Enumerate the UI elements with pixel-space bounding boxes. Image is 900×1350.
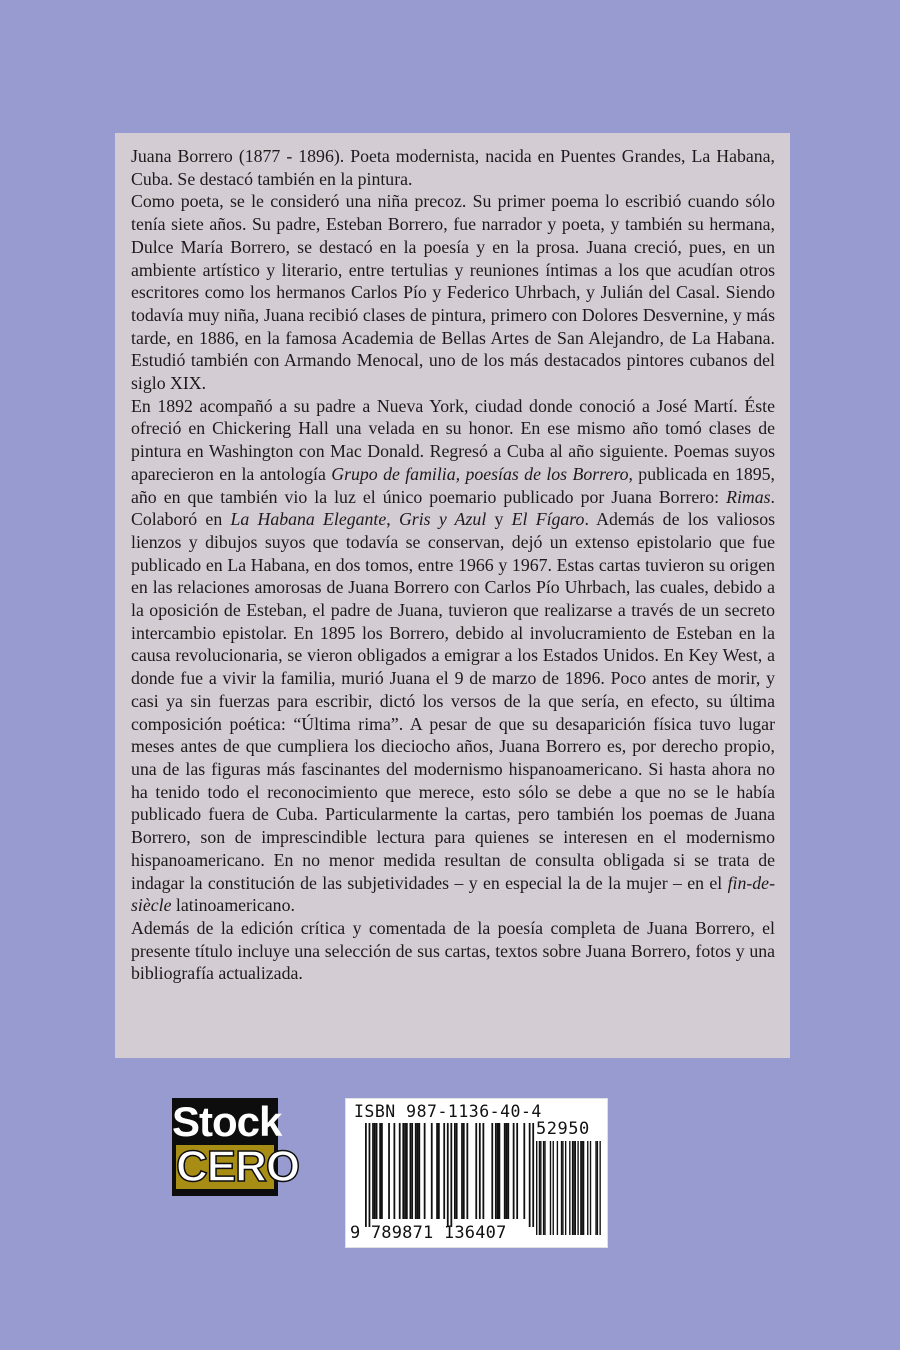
barcode-bar xyxy=(466,1123,468,1219)
barcode-bar xyxy=(424,1123,426,1219)
barcode-bar xyxy=(447,1123,449,1227)
text-run: En 1892 acompañó a su padre a Nueva York, ciudad donde conoció a José Martí. Éste ofreció en Chickering Hall una velada en su honor. En ese mismo año tomó clases de pintura en Washington con Mac Donald. Regresó a Cuba al año siguiente. Poemas suyos aparecieron en la antología xyxy=(131,395,775,484)
barcode-bar xyxy=(393,1123,395,1219)
addon-bar xyxy=(587,1141,588,1235)
text-run: , xyxy=(386,509,399,530)
barcode-bar xyxy=(454,1123,456,1219)
logo-bottom-word: CERO xyxy=(176,1142,300,1191)
barcode-bar xyxy=(475,1123,477,1219)
barcode-bar xyxy=(406,1123,408,1219)
addon-bar xyxy=(544,1141,545,1235)
barcode-bar xyxy=(456,1123,458,1219)
barcode-bar xyxy=(516,1123,518,1219)
addon-bar xyxy=(583,1141,584,1235)
logo-top-word: Stock xyxy=(172,1098,282,1145)
paragraph-1 xyxy=(131,145,775,190)
italic-title: Rimas xyxy=(726,486,771,507)
barcode-bar xyxy=(374,1123,376,1219)
barcode-bar xyxy=(365,1123,367,1227)
barcode-bar xyxy=(418,1123,420,1219)
addon-bar xyxy=(543,1141,544,1235)
text-run: , publicada en 1895, año en que también vio la luz el único poemario publicado por Juana Borrero: xyxy=(131,463,775,507)
addon-price-digits: 52950 xyxy=(536,1119,590,1139)
addon-bar xyxy=(575,1141,576,1235)
addon-bar xyxy=(577,1141,578,1235)
paragraph-3 xyxy=(131,395,775,917)
text-run: . Colaboró en xyxy=(131,486,775,530)
barcode-bar xyxy=(523,1123,525,1219)
stock-cero-logo xyxy=(172,1098,300,1196)
barcode-bar xyxy=(499,1123,501,1219)
italic-title: El Fígaro xyxy=(511,509,585,530)
barcode-bar xyxy=(411,1123,413,1219)
addon-bar xyxy=(580,1141,581,1235)
barcode-bar xyxy=(369,1123,371,1227)
barcode-bar xyxy=(532,1123,534,1227)
addon-bar xyxy=(550,1141,551,1235)
isbn-barcode xyxy=(345,1098,608,1248)
barcode-bar xyxy=(506,1123,508,1219)
ean-digits: 9 789871 136407 xyxy=(350,1223,507,1243)
addon-bar xyxy=(599,1141,600,1235)
barcode-bar xyxy=(443,1123,445,1219)
text-run: . Además de los valiosos lienzos y dibujos suyos que todavía se conservan, dejó un extenso epistolario que fue publicado en La Habana, en dos tomos, entre 1966 y 1967. Estas cartas tuvieron su origen en las relaciones amorosas de Juana Borrero con Carlos Pío Uhrbach, las cuales, debido a la oposición de Esteban, el padre de Juana, tuvieron que realizarse a través de un secreto intercambio epistolar. En 1895 los Borrero, debido al involucramiento de Esteban en la causa revolucionaria, se vieron obligados a emigrar a los Estados Unidos. En Key West, a donde fue a vivir la familia, murió Juana el 9 de marzo de 1896. Poco antes de morir, y casi ya sin fuerzas para escribir, dictó los versos de la que sería, en efecto, su última composición poética: “Última rima”. A pesar de que su desaparición física tuvo lugar meses antes de que cumpliera los dieciocho años, Juana Borrero es, por derecho propio, una de las figuras más fascinantes del modernismo hispanoamericano. Si hasta ahora no ha tenido todo el reconocimiento que merece, esto sólo se debe a que no se le había publicado fuera de Cuba. Particularmente la cartas, pero también los poemas de Juana Borrero, son de imprescindible lectura para quienes se interesen en el modernismo hispanoamericano. En no menor medida resultan de consulta obligada si se trata de indagar la constitución de las subjetividades – y en especial la de la mujer – en el xyxy=(131,509,776,893)
italic-title: La Habana Elegante xyxy=(230,509,387,530)
addon-bar xyxy=(597,1141,598,1235)
addon-bar xyxy=(553,1141,554,1235)
barcode-bar xyxy=(504,1123,506,1219)
barcode-bar xyxy=(436,1123,438,1219)
paragraph-2 xyxy=(131,190,775,394)
barcode-bar xyxy=(450,1123,452,1227)
barcode-bar xyxy=(463,1123,465,1219)
barcode-bar xyxy=(379,1123,381,1219)
addon-bar xyxy=(595,1141,596,1235)
addon-bar xyxy=(569,1141,570,1235)
addon-bar xyxy=(573,1141,574,1235)
barcode-bar xyxy=(491,1123,493,1219)
barcode-bar xyxy=(482,1123,484,1219)
text-run: y xyxy=(486,509,512,530)
barcode-bar xyxy=(479,1123,481,1219)
barcode-bar xyxy=(372,1123,374,1219)
addon-bar xyxy=(572,1141,573,1235)
text-run: Como poeta, se le consideró una niña precoz. Su primer poema lo escribió cuando sólo tenía siete años. Su padre, Esteban Borrero, fue narrador y poeta, y también su hermana, Dulce María Borrero, se destacó en la poesía y en la prosa. Juana creció, pues, en un ambiente artístico y literario, entre tertulias y reuniones íntimas a los que acudían otros escritores como los hermanos Carlos Pío y Federico Uhrbach, y Julián del Casal. Siendo todavía muy niña, Juana recibió clases de pintura, primero con Dolores Desvernine, y más tarde, en 1886, en la famosa Academia de Bellas Artes de San Alejandro, de La Habana. Estudió también con Armando Menocal, uno de los más destacados pintores cubanos del siglo XIX. xyxy=(131,191,775,394)
barcode-bar xyxy=(495,1123,497,1219)
addon-bar xyxy=(557,1141,558,1235)
barcode-bar xyxy=(402,1123,404,1219)
paragraph-4 xyxy=(131,917,775,985)
barcode-bar xyxy=(513,1123,515,1219)
text-run: Juana Borrero (1877 - 1896). Poeta modernista, nacida en Puentes Grandes, La Habana, Cuba. Se destacó también en la pintura. xyxy=(131,146,775,189)
barcode-bar xyxy=(461,1123,463,1219)
barcode-bar xyxy=(497,1123,499,1219)
addon-bar xyxy=(562,1141,563,1235)
italic-title: fin-de-siècle xyxy=(131,872,775,916)
back-cover-text-panel xyxy=(115,133,790,1058)
italic-title: Gris y Azul xyxy=(398,509,487,530)
barcode-bar xyxy=(410,1123,412,1219)
barcode-bar xyxy=(507,1123,509,1219)
barcode-bar xyxy=(399,1123,401,1219)
text-run: latinoamericano. xyxy=(171,895,295,916)
addon-bar xyxy=(561,1141,562,1235)
addon-bar xyxy=(582,1141,583,1235)
barcode-bar xyxy=(415,1123,417,1219)
barcode-bar xyxy=(376,1123,378,1219)
addon-bar xyxy=(540,1141,541,1235)
addon-bar xyxy=(590,1141,591,1235)
addon-bar xyxy=(539,1141,540,1235)
addon-bar xyxy=(565,1141,566,1235)
italic-title: Grupo de familia, poesías de los Borrero xyxy=(331,463,629,484)
barcode-bar xyxy=(438,1123,440,1219)
barcode-bar xyxy=(388,1123,390,1219)
barcode-bar xyxy=(431,1123,433,1219)
isbn-label: ISBN 987-1136-40-4 xyxy=(354,1102,542,1121)
barcode-bar xyxy=(381,1123,383,1219)
barcode-bar xyxy=(404,1123,406,1219)
addon-bar xyxy=(536,1141,537,1235)
barcode-bar xyxy=(417,1123,419,1219)
barcode-bar xyxy=(529,1123,531,1227)
text-run: Además de la edición crítica y comentada de la poesía completa de Juana Borrero, el presente título incluye una selección de sus cartas, textos sobre Juana Borrero, fotos y una bibliografía actualizada. xyxy=(131,917,775,984)
